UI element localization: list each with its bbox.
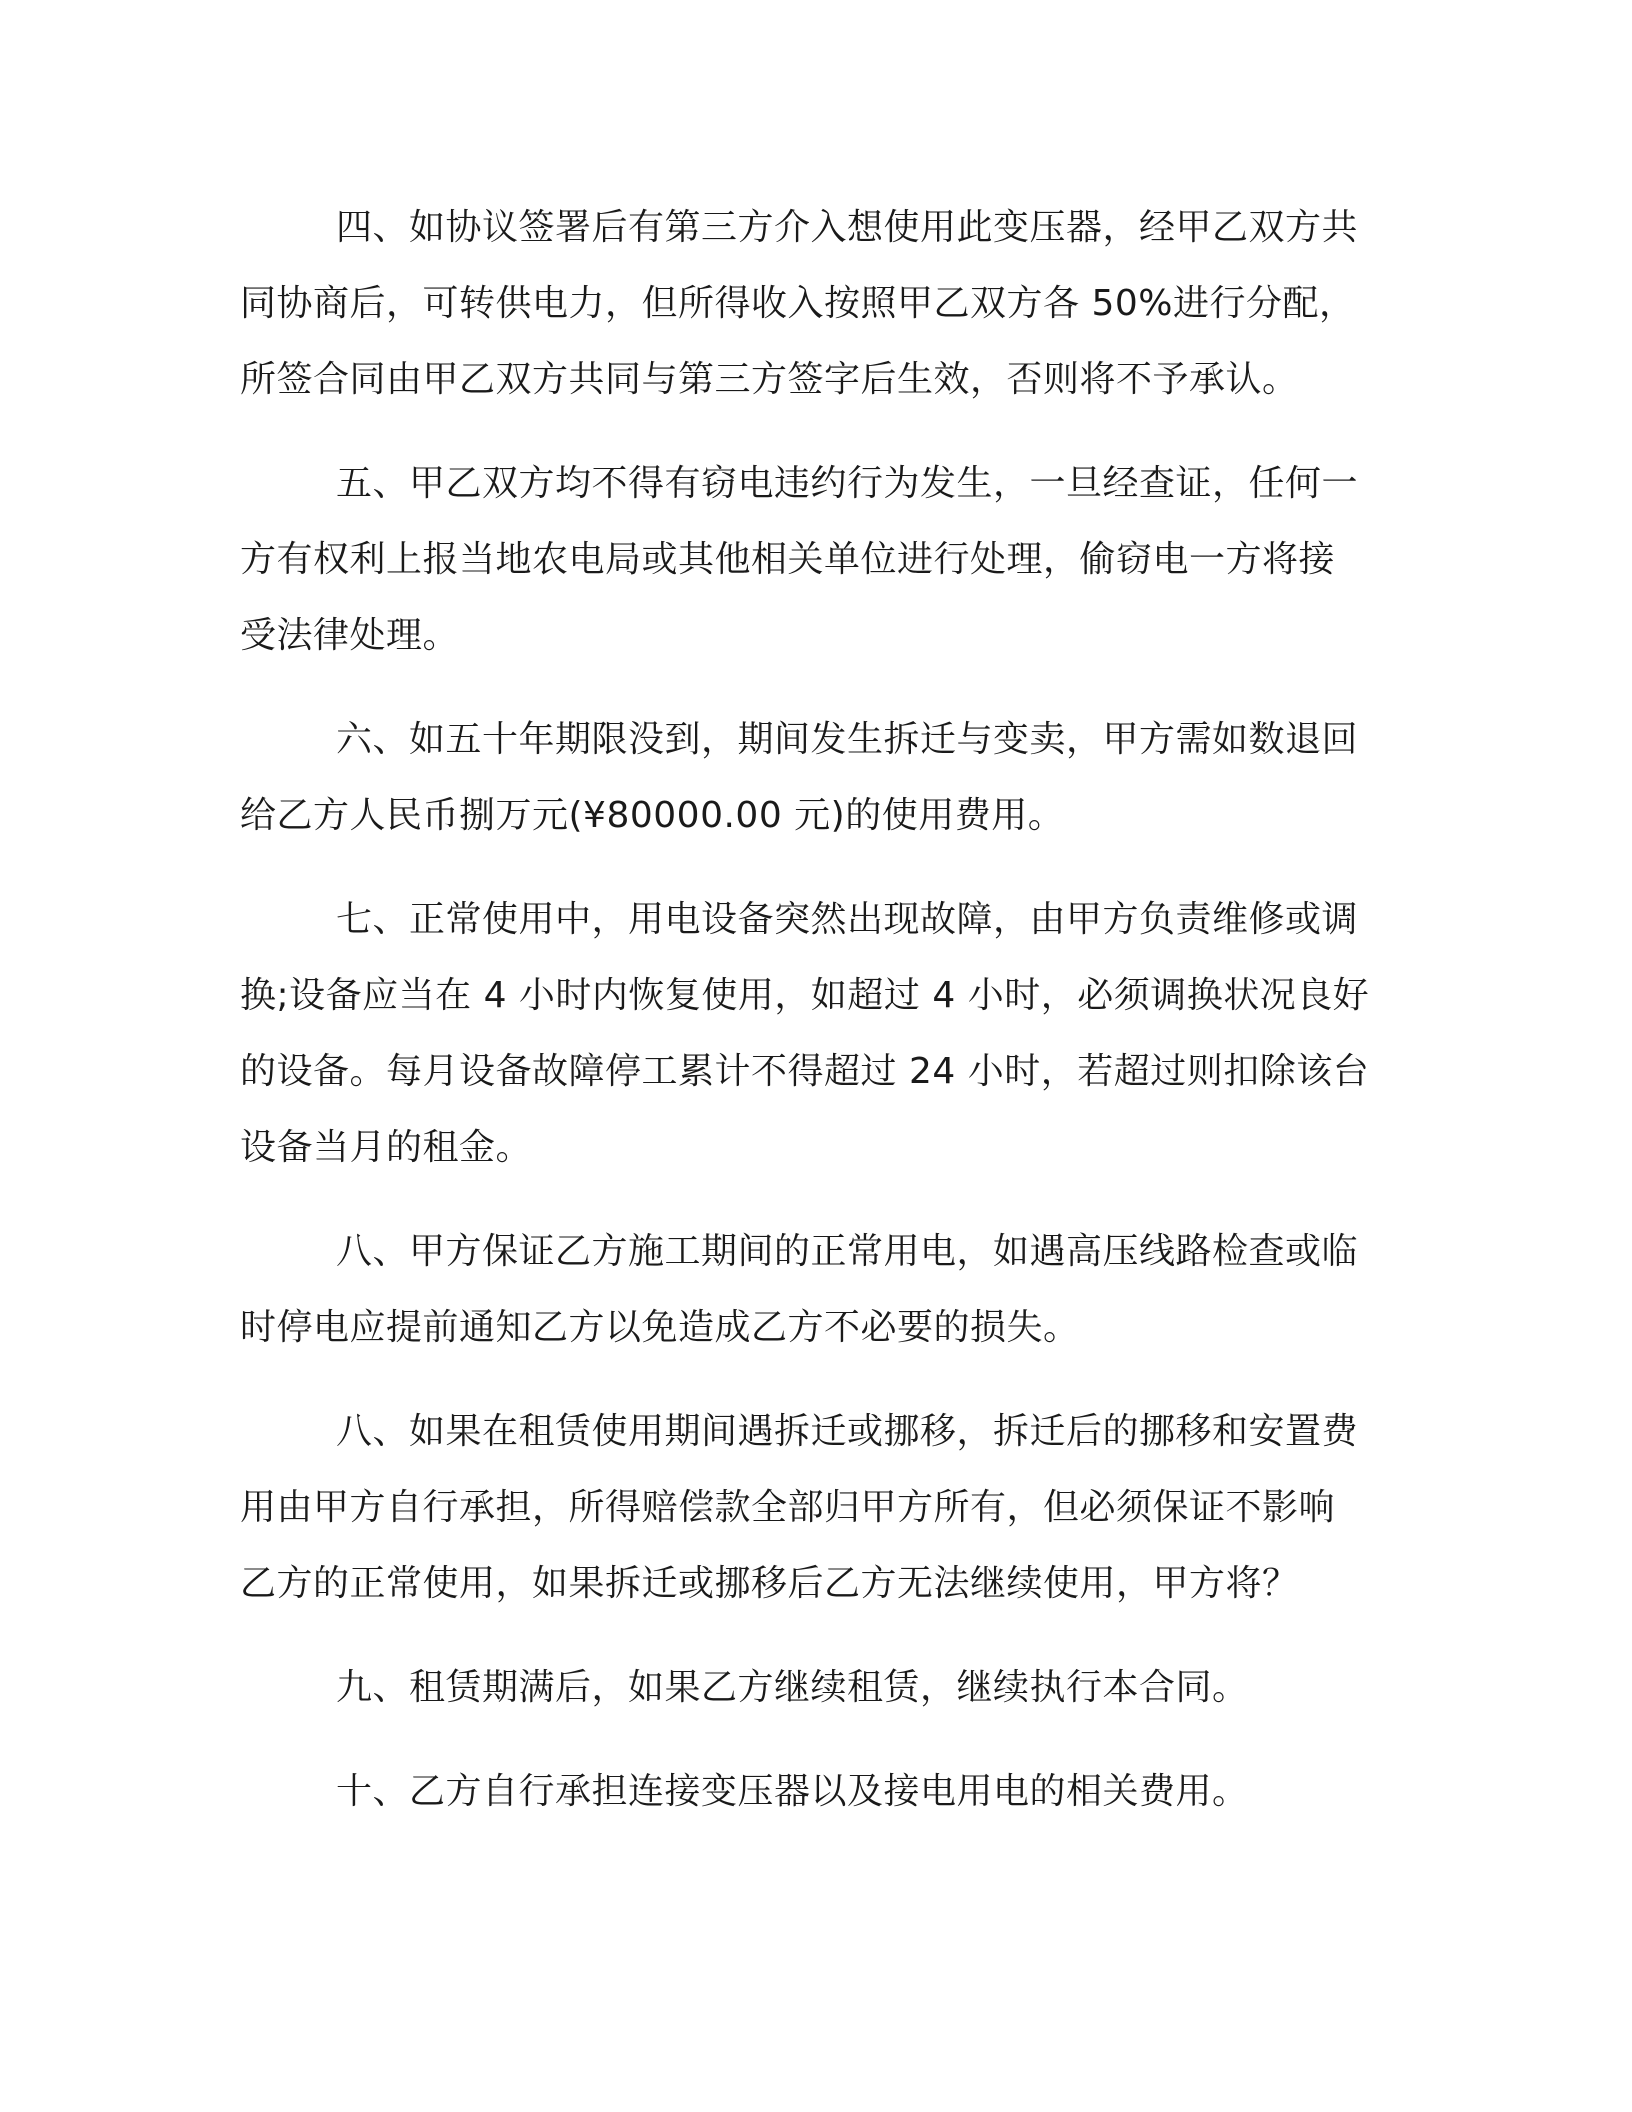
clause-8a-line-2: 时停电应提前通知乙方以免造成乙方不必要的损失。 [240, 1307, 1080, 1348]
clause-5-line-3: 受法律处理。 [240, 615, 460, 656]
clause-9-paragraph [240, 1650, 1372, 1726]
paragraph-spacer [240, 1186, 1372, 1214]
clause-7-line-2: 换;设备应当在 4 小时内恢复使用，如超过 4 小时，必须调换状况良好 [240, 975, 1370, 1016]
clause-8b-line-1: 八、如果在租赁使用期间遇拆迁或挪移，拆迁后的挪移和安置费 [336, 1411, 1359, 1452]
clause-6-line-2: 给乙方人民币捌万元(¥80000.00 元)的使用费用。 [240, 795, 1065, 836]
clause-7-line-1: 七、正常使用中，用电设备突然出现故障，由甲方负责维修或调 [336, 899, 1359, 940]
clause-4-line-3: 所签合同由甲乙双方共同与第三方签字后生效，否则将不予承认。 [240, 359, 1299, 400]
clause-4-line-1: 四、如协议签署后有第三方介入想使用此变压器，经甲乙双方共 [336, 207, 1359, 248]
clause-8b-line-2: 用由甲方自行承担，所得赔偿款全部归甲方所有，但必须保证不影响 [240, 1487, 1336, 1528]
clause-7-line-4: 设备当月的租金。 [240, 1127, 533, 1168]
clause-5-line-1: 五、甲乙双方均不得有窃电违约行为发生，一旦经查证，任何一 [336, 463, 1359, 504]
paragraph-spacer [240, 1726, 1372, 1754]
clause-8b-paragraph [240, 1394, 1372, 1622]
clause-6-paragraph [240, 702, 1372, 854]
clause-10-line-1: 十、乙方自行承担连接变压器以及接电用电的相关费用。 [336, 1771, 1249, 1812]
paragraph-spacer [240, 1622, 1372, 1650]
clause-7-line-3: 的设备。每月设备故障停工累计不得超过 24 小时，若超过则扣除该台 [240, 1051, 1370, 1092]
clause-5-line-2: 方有权利上报当地农电局或其他相关单位进行处理，偷窃电一方将接 [240, 539, 1336, 580]
clause-8a-paragraph [240, 1214, 1372, 1366]
clause-9-line-1: 九、租赁期满后，如果乙方继续租赁，继续执行本合同。 [336, 1667, 1249, 1708]
paragraph-spacer [240, 418, 1372, 446]
clause-7-paragraph [240, 882, 1372, 1186]
clause-8b-line-3: 乙方的正常使用，如果拆迁或挪移后乙方无法继续使用，甲方将？ [240, 1563, 1299, 1604]
clause-4-line-2: 同协商后，可转供电力，但所得收入按照甲乙双方各 50%进行分配， [240, 283, 1356, 324]
paragraph-spacer [240, 674, 1372, 702]
paragraph-spacer [240, 1366, 1372, 1394]
clause-6-line-1: 六、如五十年期限没到，期间发生拆迁与变卖，甲方需如数退回 [336, 719, 1359, 760]
clause-8a-line-1: 八、甲方保证乙方施工期间的正常用电，如遇高压线路检查或临 [336, 1231, 1359, 1272]
clause-4-paragraph [240, 190, 1372, 418]
document-body [240, 190, 1372, 1830]
clause-5-paragraph [240, 446, 1372, 674]
paragraph-spacer [240, 854, 1372, 882]
clause-10-paragraph [240, 1754, 1372, 1830]
